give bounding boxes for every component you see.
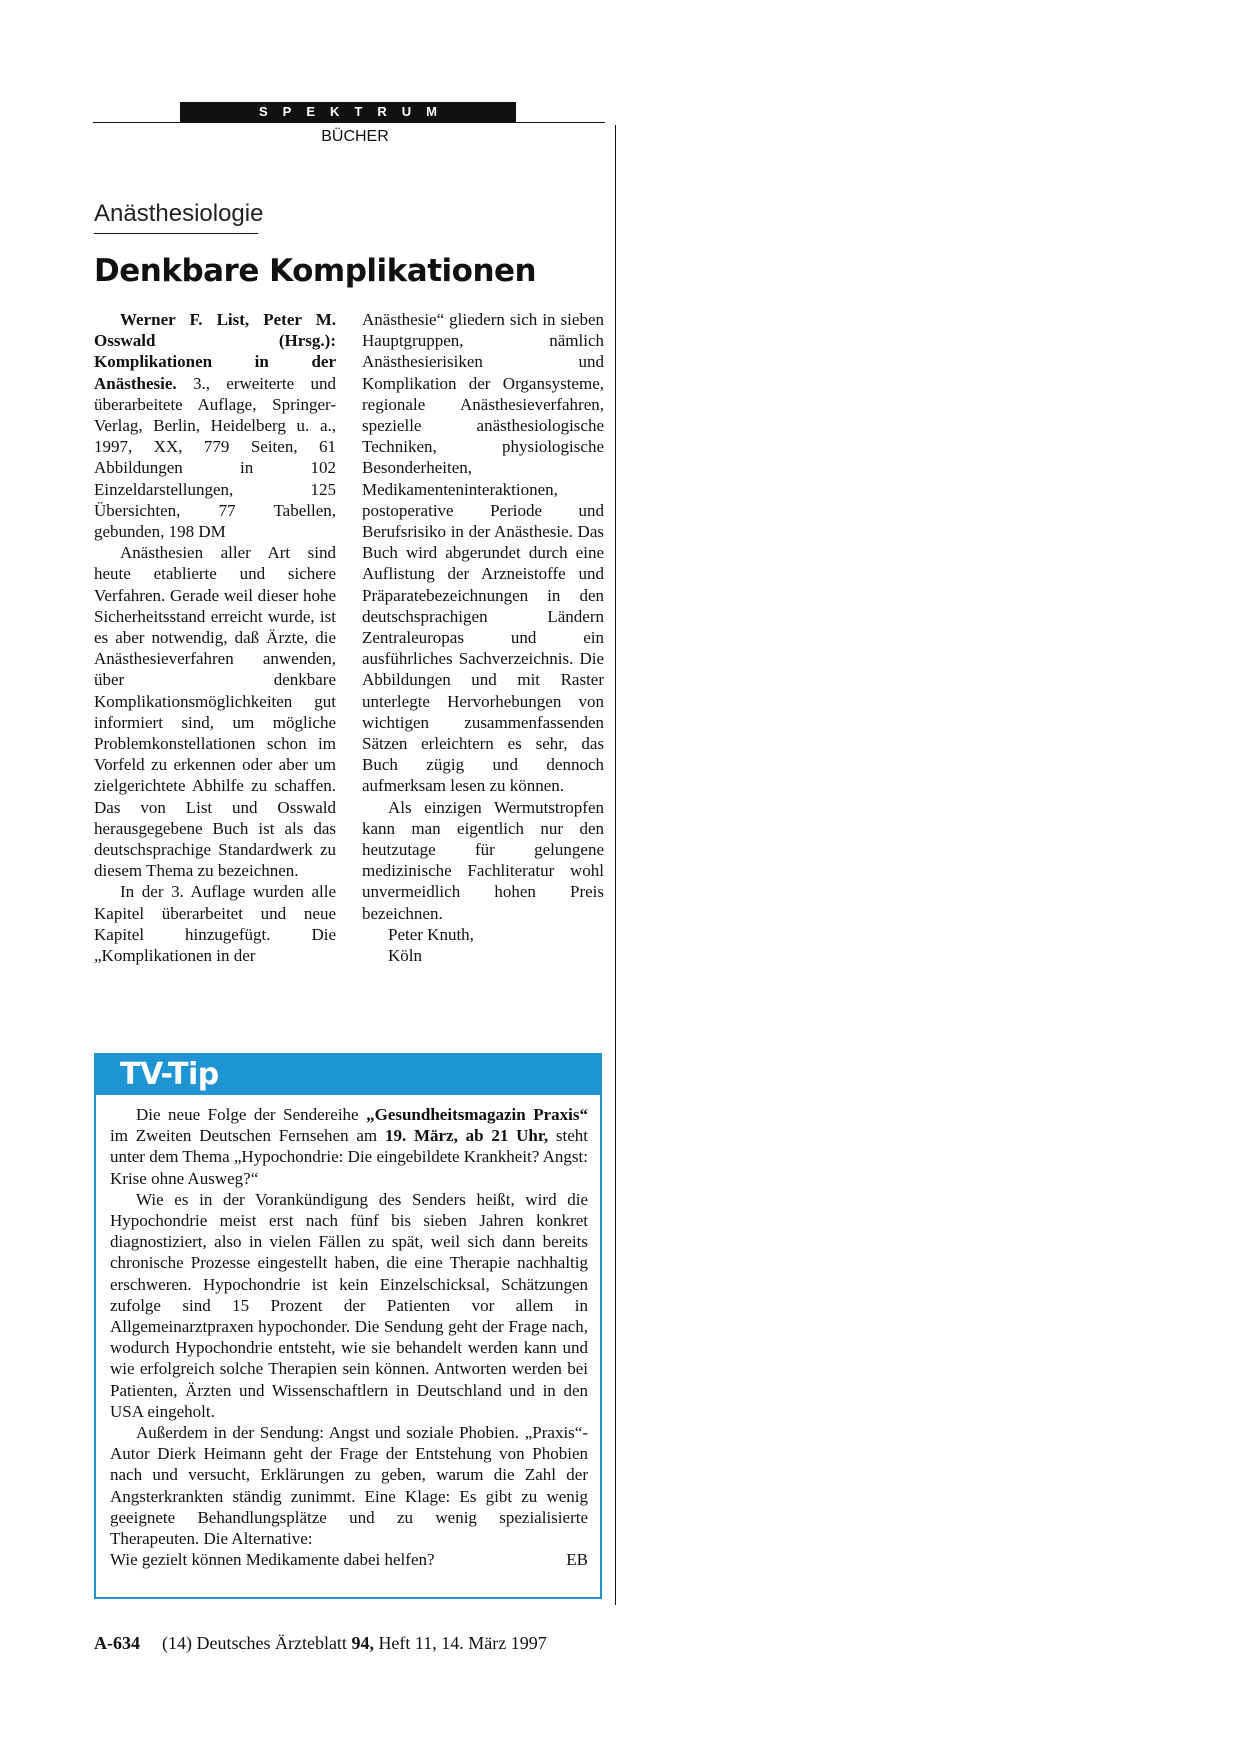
book-reference-bold: Werner F. List, Peter M. Osswald (Hrsg.): Komplikationen in der Anästhesie. [94,310,336,393]
tv-tip-text-run: steht unter dem Thema „Hypochondrie: Die eingebildete Krankheit? Angst: Krise ohne Ausweg?“ [110,1126,588,1188]
section-banner [180,102,516,122]
tv-tip-box [94,1053,602,1599]
footer-volume: 94, [351,1633,374,1653]
book-reference-details: 3., erweiterte und überarbeitete Auflage, Springer-Verlag, Berlin, Heidelberg u. a., 1997, XX, 779 Seiten, 61 Abbildungen in 102 Einzeldarstellungen, 125 Übersichten, 77 Tabellen, gebunden, 198 DM [94,373,336,542]
tv-tip-paragraph: Außerdem in der Sendung: Angst und soziale Phobien. „Praxis“-Autor Dierk Heimann geht der Frage der Entstehung von Phobien nach und versucht, Erklärungen zu geben, warum die Zahl der Angsterkrankten ständig zunimmt. Eine Klage: Es gibt zu wenig geeignete Behandlungsplätze und zu wenig spezialisierte Therapeuten. Die Alternative: [110,1423,588,1549]
article-author: Peter Knuth, [388,924,474,944]
page-footer [94,1633,547,1654]
article-author-city: Köln [388,946,422,966]
article-paragraph: Anästhesien aller Art sind heute etablierte und sichere Verfahren. Gerade weil dieser hohe Sicherheitsstand erreicht wurde, ist es aber notwendig, daß Ärzte, die Anästhesieverfahren anwenden, über denkbare Komplikationsmöglichkeiten gut informiert sind, um mögliche Problemkonstellationen schon im Vorfeld zu erkennen oder aber um zielgerichtete Abhilfe zu schaffen. Das von List und Osswald herausgegebene Buch ist als das deutschsprachige Standardwerk zu diesem Thema zu bezeichnen. [94,543,336,881]
tv-tip-show-name: „Gesundheitsmagazin Praxis“ [366,1105,588,1124]
article-category: Anästhesiologie [94,200,264,227]
tv-tip-title: TV-Tip [120,1057,219,1092]
tv-tip-paragraph [110,1104,588,1189]
tv-tip-text [110,1104,588,1570]
page-number: A-634 [94,1633,140,1653]
category-rule [94,233,258,234]
footer-publication: (14) Deutsches Ärzteblatt [162,1633,352,1653]
tv-tip-initials: EB [566,1550,588,1570]
tv-tip-last-sentence: Wie gezielt können Medikamente dabei helfen? [110,1550,435,1570]
column-divider [615,125,616,1605]
tv-tip-airtime: 19. März, ab 21 Uhr, [384,1126,549,1146]
article-column-1 [94,309,336,966]
tv-tip-banner [96,1055,600,1095]
article-title: Denkbare Komplikationen [94,253,537,289]
section-banner-label: SPEKTRUM [259,104,452,119]
article-paragraph: Als einzigen Wermutstropfen kann man eigentlich nur den heutzutage für gelungene medizinische Fachliteratur wohl unvermeidlich hohen Preis bezeichnen. [362,797,604,923]
tv-tip-text-run: Die neue Folge der Sendereihe [136,1105,367,1124]
article-paragraph: In der 3. Auflage wurden alle Kapitel überarbeitet und neue Kapitel hinzugefügt. Die „Komplikationen in der [94,882,336,966]
section-subtitle: BÜCHER [321,128,389,145]
book-reference [94,309,336,542]
tv-tip-paragraph: Wie es in der Vorankündigung des Senders heißt, wird die Hypochondrie meist erst nach fünf bis sieben Jahren konkret diagnostiziert, also in vielen Fällen zu spät, weil sich dann bereits chronische Prozesse eingestellt haben, die eine Therapie nachhaltig erschweren. Hypochondrie ist kein Einzelschicksal, Schätzungen zufolge sind 15 Prozent der Patienten vor allem in Allgemeinarztpraxen hypochonder. Die Sendung geht der Frage nach, wodurch Hypochondrie entsteht, wie sie behandelt werden kann und wie erfolgreich solche Therapien sein können. Antworten werden bei Patienten, Ärzten und Wissenschaftlern in Deutschland und in den USA eingeholt. [110,1189,588,1421]
tv-tip-last-line [110,1549,588,1570]
article-column-2 [362,309,604,966]
article-paragraph: Anästhesie“ gliedern sich in sieben Hauptgruppen, nämlich Anästhesierisiken und Komplikation der Organsysteme, regionale Anästhesieverfahren, spezielle anästhesiologische Techniken, physiologische Besonderheiten, Medikamenteninteraktionen, postoperative Periode und Berufsrisiko in der Anästhesie. Das Buch wird abgerundet durch eine Auflistung der Arzneistoffe und Präparatebezeichnungen in den deutschsprachigen Ländern Zentraleuropas und ein ausführliches Sachverzeichnis. Die Abbildungen und mit Raster unterlegte Hervorhebungen von wichtigen zusammenfassenden Sätzen erleichtern es sehr, das Buch zügig und dennoch aufmerksam lesen zu können. [362,310,604,796]
tv-tip-text-run: im Zweiten Deutschen Fernsehen am [110,1126,385,1146]
footer-issue: Heft 11, 14. März 1997 [373,1633,547,1653]
header-rule [93,122,605,123]
